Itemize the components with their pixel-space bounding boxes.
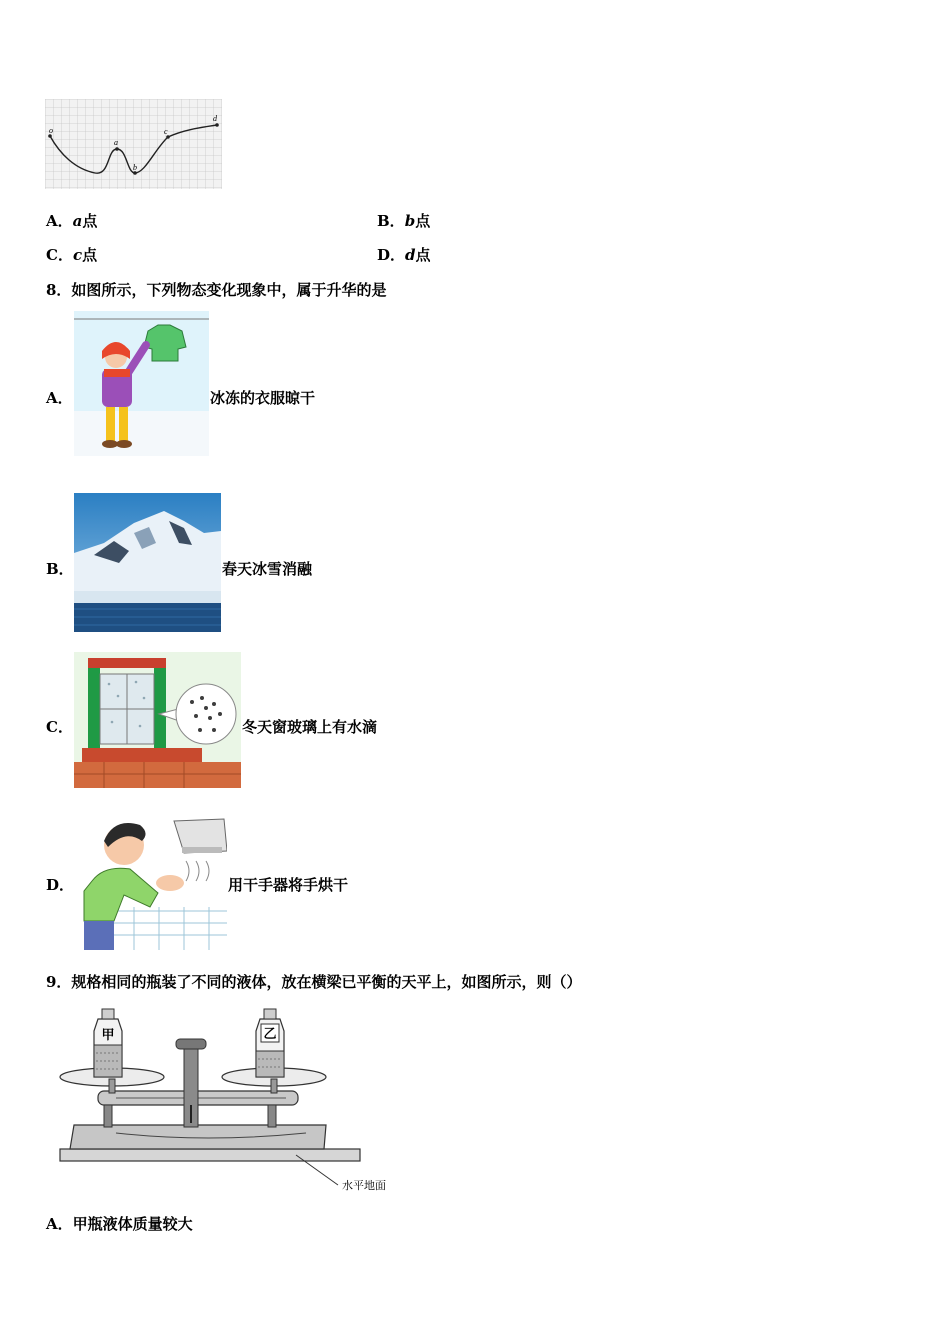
q8-option-d-letter[interactable]: D． (46, 876, 75, 894)
window-water-droplets-image (74, 652, 241, 788)
q8-option-d-text[interactable]: 用干手器将手烘干 (228, 876, 349, 894)
option-suffix: 点 (82, 212, 98, 230)
q9-option-a[interactable] (46, 1215, 193, 1233)
bottle-right-label: 乙 (263, 1027, 277, 1042)
q8-option-c-text[interactable]: 冬天窗玻璃上有水滴 (242, 718, 378, 736)
option-var: a (72, 212, 83, 230)
option-text: 甲瓶液体质量较大 (72, 1215, 193, 1233)
q8-option-a-letter[interactable]: A． (46, 389, 73, 407)
ground-label: 水平地面 (342, 1179, 386, 1192)
graph-point-d: d (213, 114, 217, 123)
option-suffix: 点 (415, 212, 431, 230)
frozen-clothes-image (74, 311, 209, 456)
q8-option-b-letter[interactable]: B． (46, 560, 74, 578)
q7-option-c[interactable] (46, 246, 97, 264)
option-suffix: 点 (415, 246, 431, 264)
q9-stem: 9．规格相同的瓶装了不同的液体，放在横梁已平衡的天平上，如图所示，则（） (46, 973, 582, 991)
snowy-mountain-image (74, 493, 221, 632)
option-letter: D． (377, 246, 406, 264)
q8-option-b-text[interactable]: 春天冰雪消融 (222, 560, 313, 578)
graph-point-c: c (164, 127, 168, 136)
option-letter: A． (46, 1215, 73, 1233)
option-suffix: 点 (82, 246, 98, 264)
option-letter: A． (46, 212, 73, 230)
option-var: c (72, 246, 83, 264)
q7-option-a[interactable] (46, 212, 97, 230)
graph-point-o: o (49, 126, 53, 135)
balance-scale-image (56, 1005, 401, 1195)
bottle-left-label: 甲 (101, 1028, 115, 1043)
option-letter: B． (377, 212, 405, 230)
graph-point-b: b (133, 163, 137, 172)
q7-curve-graph (45, 99, 222, 189)
q7-option-b[interactable] (377, 212, 430, 230)
option-var: d (405, 246, 416, 264)
q8-option-a-text[interactable]: 冰冻的衣服晾干 (210, 389, 316, 407)
option-letter: C． (46, 246, 73, 264)
q8-option-c-letter[interactable]: C． (46, 718, 73, 736)
q7-option-d[interactable] (377, 246, 431, 264)
option-var: b (404, 212, 416, 230)
hand-dryer-image (74, 811, 227, 950)
q8-stem: 8．如图所示，下列物态变化现象中，属于升华的是 (46, 281, 387, 299)
graph-point-a: a (114, 138, 118, 147)
